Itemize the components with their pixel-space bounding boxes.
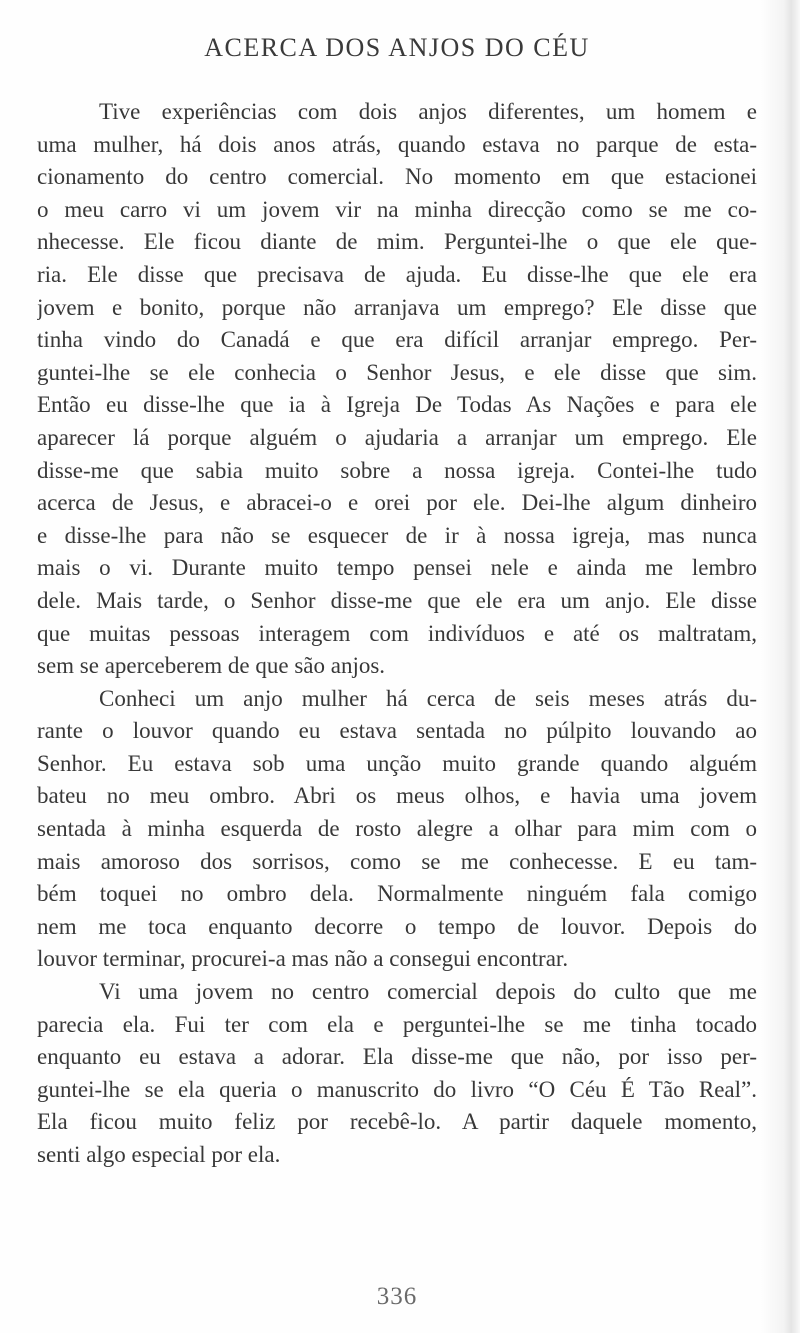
- paragraph-young-woman-mall: [37, 976, 757, 1172]
- paragraph-angel-man: [37, 96, 757, 683]
- page-number: 336: [376, 1283, 418, 1310]
- body-text: [37, 96, 757, 1172]
- text-line: Senhor. Eu estava sob uma unção muito grande quando alguém: [37, 750, 757, 776]
- text-line: que muitas pessoas interagem com indivíduos e até os maltratam,: [37, 620, 757, 646]
- text-line: Conheci um anjo mulher há cerca de seis meses atrás du-: [99, 685, 757, 711]
- text-line: mais amoroso dos sorrisos, como se me conhecesse. E eu tam-: [37, 848, 757, 874]
- text-line: cionamento do centro comercial. No momento em que estacionei: [37, 164, 757, 190]
- text-line: sem se aperceberem de que são anjos.: [37, 653, 386, 679]
- text-line: Ela ficou muito feliz por recebê-lo. A partir daquele momento,: [37, 1109, 757, 1135]
- text-line: dele. Mais tarde, o Senhor disse-me que ele era um anjo. Ele disse: [37, 587, 757, 613]
- text-line: bém toquei no ombro dela. Normalmente ninguém fala comigo: [37, 881, 757, 907]
- text-line: rante o louvor quando eu estava sentada no púlpito louvando ao: [37, 718, 757, 744]
- text-line: tinha vindo do Canadá e que era difícil arranjar emprego. Per-: [37, 327, 757, 353]
- text-line: guntei-lhe se ele conhecia o Senhor Jesus, e ele disse que sim.: [37, 359, 757, 385]
- text-line: nem me toca enquanto decorre o tempo de louvor. Depois do: [37, 913, 757, 939]
- text-line: e disse-lhe para não se esquecer de ir à nossa igreja, mas nunca: [37, 522, 757, 548]
- text-line: Tive experiências com dois anjos diferentes, um homem e: [99, 99, 757, 124]
- text-line: guntei-lhe se ela queria o manuscrito do livro “O Céu É Tão Real”.: [37, 1076, 757, 1102]
- text-line: louvor terminar, procurei-a mas não a consegui encontrar.: [37, 946, 569, 972]
- text-line: jovem e bonito, porque não arranjava um emprego? Ele disse que: [37, 294, 757, 320]
- paragraph-angel-woman: [37, 683, 757, 976]
- text-line: sentada à minha esquerda de rosto alegre a olhar para mim com o: [37, 816, 757, 842]
- text-line: disse-me que sabia muito sobre a nossa igreja. Contei-lhe tudo: [37, 457, 757, 483]
- text-line: nhecesse. Ele ficou diante de mim. Perguntei-lhe o que ele que-: [37, 229, 757, 255]
- text-line: uma mulher, há dois anos atrás, quando estava no parque de esta-: [37, 131, 757, 157]
- text-line: acerca de Jesus, e abracei-o e orei por ele. Dei-lhe algum dinheiro: [37, 490, 757, 516]
- text-line: Vi uma jovem no centro comercial depois do culto que me: [99, 979, 757, 1005]
- text-line: enquanto eu estava a adorar. Ela disse-me que não, por isso per-: [37, 1044, 757, 1070]
- text-line: ria. Ele disse que precisava de ajuda. Eu disse-lhe que ele era: [37, 261, 757, 287]
- text-line: mais o vi. Durante muito tempo pensei nele e ainda me lembro: [37, 555, 757, 581]
- text-line: o meu carro vi um jovem vir na minha direcção como se me co-: [37, 196, 757, 222]
- scan-edge-shadow: [760, 0, 800, 1333]
- text-line: aparecer lá porque alguém o ajudaria a arranjar um emprego. Ele: [37, 424, 757, 450]
- text-line: senti algo especial por ela.: [37, 1142, 281, 1167]
- text-line: parecia ela. Fui ter com ela e perguntei-lhe se me tinha tocado: [37, 1011, 757, 1037]
- text-line: bateu no meu ombro. Abri os meus olhos, e havia uma jovem: [37, 783, 757, 809]
- page-title: ACERCA DOS ANJOS DO CÉU: [204, 33, 590, 62]
- text-line: Então eu disse-lhe que ia à Igreja De Todas As Nações e para ele: [37, 392, 757, 418]
